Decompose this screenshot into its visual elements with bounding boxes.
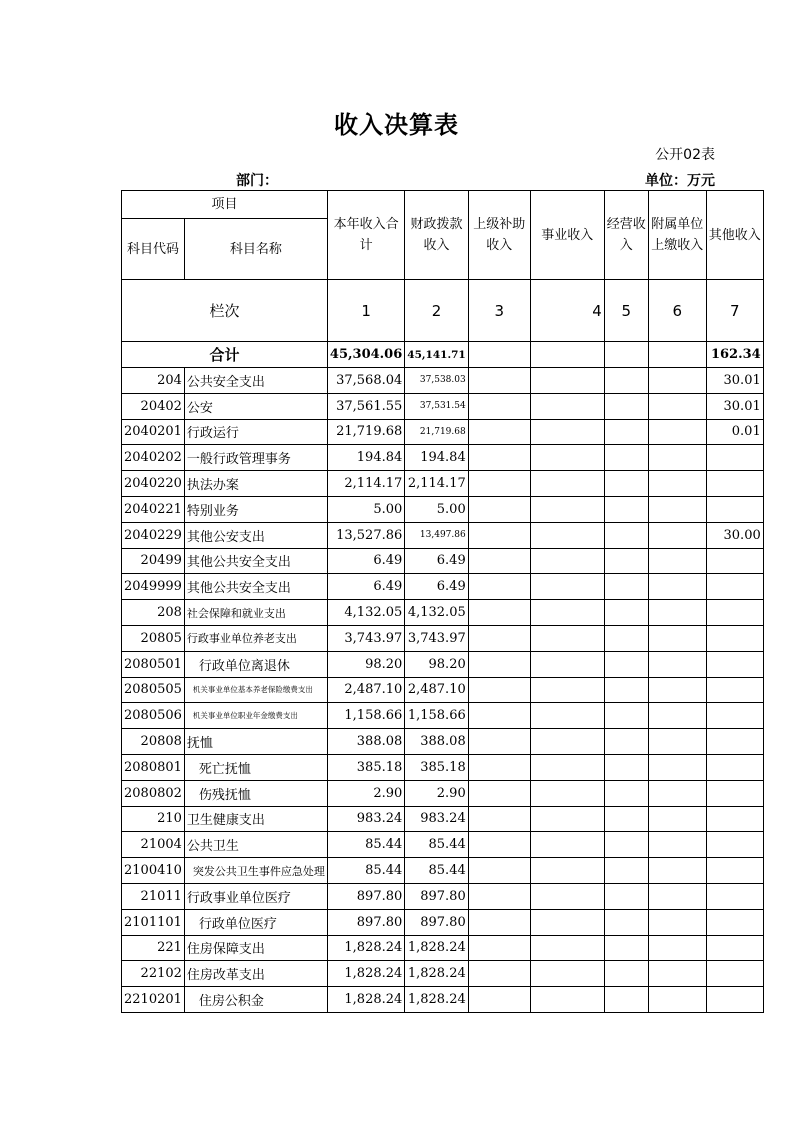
cell-other-income — [706, 806, 763, 832]
table-row — [122, 651, 764, 677]
cell-fiscal-income: 388.08 — [405, 729, 468, 755]
cell-empty — [468, 600, 530, 626]
total-label: 合计 — [122, 342, 328, 368]
cell-other-income: 30.00 — [706, 522, 763, 548]
subject-name: 行政单位医疗 — [184, 909, 327, 935]
subject-code: 210 — [122, 806, 185, 832]
cell-empty — [468, 832, 530, 858]
subject-code: 221 — [122, 935, 185, 961]
cell-empty — [530, 883, 604, 909]
cell-total-income: 1,158.66 — [327, 703, 404, 729]
department-label: 部门： — [236, 173, 278, 189]
cell-total-income: 21,719.68 — [327, 419, 404, 445]
total-c1: 45,304.06 — [327, 342, 404, 368]
cell-total-income: 388.08 — [327, 729, 404, 755]
cell-other-income: 30.01 — [706, 393, 763, 419]
cell-empty — [604, 729, 648, 755]
lanci-num: 4 — [530, 280, 604, 342]
subject-name: 执法办案 — [184, 471, 327, 497]
table-row — [122, 445, 764, 471]
cell-empty — [648, 806, 706, 832]
subject-name: 公共卫生 — [184, 832, 327, 858]
subject-code: 20808 — [122, 729, 185, 755]
header-col7: 其他收入 — [706, 191, 763, 280]
cell-other-income — [706, 832, 763, 858]
cell-empty — [648, 368, 706, 394]
header-col6: 附属单位上缴收入 — [648, 191, 706, 280]
subject-code: 20402 — [122, 393, 185, 419]
cell-fiscal-income: 2,114.17 — [405, 471, 468, 497]
table-row — [122, 987, 764, 1013]
cell-fiscal-income: 1,828.24 — [405, 987, 468, 1013]
cell-empty — [530, 858, 604, 884]
unit-label: 单位：万元 — [645, 173, 715, 189]
cell-empty — [604, 703, 648, 729]
subject-name: 特别业务 — [184, 496, 327, 522]
table-row — [122, 548, 764, 574]
table-row — [122, 780, 764, 806]
subject-name: 突发公共卫生事件应急处理 — [184, 858, 327, 884]
table-row — [122, 600, 764, 626]
table-row — [122, 703, 764, 729]
cell-empty — [604, 574, 648, 600]
subject-code: 2080501 — [122, 651, 185, 677]
cell-fiscal-income: 4,132.05 — [405, 600, 468, 626]
table-row — [122, 961, 764, 987]
subject-name: 机关事业单位基本养老保险缴费支出 — [184, 677, 327, 703]
cell-empty — [648, 625, 706, 651]
cell-empty — [530, 987, 604, 1013]
subject-code: 2040229 — [122, 522, 185, 548]
subject-code: 2100410 — [122, 858, 185, 884]
cell-total-income: 13,527.86 — [327, 522, 404, 548]
cell-empty — [648, 883, 706, 909]
cell-other-income — [706, 754, 763, 780]
cell-empty — [530, 625, 604, 651]
cell-empty — [648, 780, 706, 806]
cell-fiscal-income: 897.80 — [405, 909, 468, 935]
cell-empty — [468, 703, 530, 729]
subject-code: 2210201 — [122, 987, 185, 1013]
cell-empty — [604, 754, 648, 780]
cell-empty — [648, 471, 706, 497]
cell-fiscal-income: 13,497.86 — [405, 522, 468, 548]
cell-empty — [604, 496, 648, 522]
cell-fiscal-income: 385.18 — [405, 754, 468, 780]
cell-total-income: 1,828.24 — [327, 987, 404, 1013]
header-col5: 经营收入 — [604, 191, 648, 280]
cell-other-income — [706, 651, 763, 677]
cell-empty — [530, 909, 604, 935]
cell-empty — [468, 780, 530, 806]
table-row — [122, 677, 764, 703]
cell-empty — [604, 625, 648, 651]
header-code: 科目代码 — [122, 219, 185, 280]
cell-empty — [468, 625, 530, 651]
total-c7: 162.34 — [706, 342, 763, 368]
subject-name: 其他公共安全支出 — [184, 574, 327, 600]
cell-other-income — [706, 574, 763, 600]
cell-empty — [468, 909, 530, 935]
cell-empty — [530, 780, 604, 806]
cell-other-income — [706, 780, 763, 806]
cell-total-income: 2.90 — [327, 780, 404, 806]
cell-total-income: 37,561.55 — [327, 393, 404, 419]
cell-total-income: 2,114.17 — [327, 471, 404, 497]
subject-code: 208 — [122, 600, 185, 626]
form-number: 公开02表 — [655, 147, 715, 163]
cell-fiscal-income: 2.90 — [405, 780, 468, 806]
cell-total-income: 5.00 — [327, 496, 404, 522]
cell-empty — [468, 754, 530, 780]
cell-empty — [468, 677, 530, 703]
income-table — [121, 190, 764, 1013]
subject-code: 204 — [122, 368, 185, 394]
cell-empty — [648, 677, 706, 703]
cell-empty — [604, 522, 648, 548]
cell-total-income: 37,568.04 — [327, 368, 404, 394]
cell-empty — [648, 754, 706, 780]
cell-empty — [604, 780, 648, 806]
cell-total-income: 3,743.97 — [327, 625, 404, 651]
cell-other-income — [706, 703, 763, 729]
table-row — [122, 522, 764, 548]
cell-fiscal-income: 983.24 — [405, 806, 468, 832]
subject-code: 2049999 — [122, 574, 185, 600]
header-col4: 事业收入 — [530, 191, 604, 280]
subject-code: 2040220 — [122, 471, 185, 497]
cell-fiscal-income: 85.44 — [405, 832, 468, 858]
cell-empty — [530, 548, 604, 574]
cell-empty — [648, 548, 706, 574]
cell-empty — [468, 987, 530, 1013]
cell-fiscal-income: 2,487.10 — [405, 677, 468, 703]
cell-empty — [530, 600, 604, 626]
cell-fiscal-income: 98.20 — [405, 651, 468, 677]
subject-name: 死亡抚恤 — [184, 754, 327, 780]
subject-name: 行政单位离退休 — [184, 651, 327, 677]
cell-fiscal-income: 21,719.68 — [405, 419, 468, 445]
header-name: 科目名称 — [184, 219, 327, 280]
cell-empty — [530, 522, 604, 548]
cell-empty — [468, 961, 530, 987]
subject-code: 21004 — [122, 832, 185, 858]
cell-empty — [604, 987, 648, 1013]
subject-name: 伤残抚恤 — [184, 780, 327, 806]
cell-empty — [530, 368, 604, 394]
cell-empty — [468, 419, 530, 445]
cell-fiscal-income: 6.49 — [405, 548, 468, 574]
cell-empty — [468, 935, 530, 961]
cell-other-income — [706, 935, 763, 961]
cell-total-income: 2,487.10 — [327, 677, 404, 703]
cell-other-income — [706, 625, 763, 651]
cell-empty — [648, 600, 706, 626]
cell-empty — [648, 961, 706, 987]
table-row — [122, 496, 764, 522]
table-row — [122, 419, 764, 445]
cell-empty — [604, 445, 648, 471]
cell-empty — [468, 368, 530, 394]
cell-empty — [530, 445, 604, 471]
cell-empty — [604, 368, 648, 394]
cell-total-income: 983.24 — [327, 806, 404, 832]
cell-empty — [530, 393, 604, 419]
lanci-num: 3 — [468, 280, 530, 342]
cell-empty — [604, 858, 648, 884]
table-row — [122, 393, 764, 419]
cell-total-income: 85.44 — [327, 832, 404, 858]
cell-other-income: 0.01 — [706, 419, 763, 445]
cell-empty — [530, 935, 604, 961]
subject-name: 其他公安支出 — [184, 522, 327, 548]
cell-fiscal-income: 85.44 — [405, 858, 468, 884]
cell-empty — [530, 471, 604, 497]
subject-name: 卫生健康支出 — [184, 806, 327, 832]
cell-empty — [530, 651, 604, 677]
cell-empty — [468, 445, 530, 471]
subject-name: 行政运行 — [184, 419, 327, 445]
cell-empty — [468, 651, 530, 677]
cell-empty — [604, 419, 648, 445]
subject-code: 2101101 — [122, 909, 185, 935]
cell-empty — [468, 548, 530, 574]
subject-code: 22102 — [122, 961, 185, 987]
cell-fiscal-income: 1,828.24 — [405, 961, 468, 987]
cell-other-income: 30.01 — [706, 368, 763, 394]
cell-total-income: 98.20 — [327, 651, 404, 677]
subject-code: 20499 — [122, 548, 185, 574]
subject-code: 2080802 — [122, 780, 185, 806]
cell-empty — [530, 496, 604, 522]
cell-empty — [604, 548, 648, 574]
cell-empty — [648, 909, 706, 935]
subject-code: 20805 — [122, 625, 185, 651]
cell-total-income: 1,828.24 — [327, 935, 404, 961]
cell-total-income: 1,828.24 — [327, 961, 404, 987]
table-row — [122, 574, 764, 600]
table-row — [122, 858, 764, 884]
subject-code: 2040201 — [122, 419, 185, 445]
subject-name: 社会保障和就业支出 — [184, 600, 327, 626]
table-row — [122, 368, 764, 394]
cell-total-income: 385.18 — [327, 754, 404, 780]
lanci-num: 2 — [405, 280, 468, 342]
cell-empty — [604, 471, 648, 497]
cell-empty — [530, 703, 604, 729]
cell-fiscal-income: 37,531.54 — [405, 393, 468, 419]
cell-empty — [648, 445, 706, 471]
cell-other-income — [706, 729, 763, 755]
table-row — [122, 832, 764, 858]
cell-empty — [648, 832, 706, 858]
subject-code: 21011 — [122, 883, 185, 909]
cell-total-income: 85.44 — [327, 858, 404, 884]
header-col1: 本年收入合计 — [327, 191, 404, 280]
cell-empty — [648, 393, 706, 419]
cell-other-income — [706, 987, 763, 1013]
cell-empty — [468, 496, 530, 522]
cell-empty — [648, 858, 706, 884]
header-col2: 财政拨款收入 — [405, 191, 468, 280]
cell-empty — [530, 806, 604, 832]
cell-other-income — [706, 471, 763, 497]
cell-other-income — [706, 496, 763, 522]
cell-empty — [530, 419, 604, 445]
subject-code: 2080801 — [122, 754, 185, 780]
cell-empty — [648, 987, 706, 1013]
table-row — [122, 625, 764, 651]
cell-empty — [468, 858, 530, 884]
cell-empty — [468, 471, 530, 497]
cell-empty — [604, 600, 648, 626]
cell-empty — [604, 909, 648, 935]
cell-empty — [530, 832, 604, 858]
subject-code: 2080505 — [122, 677, 185, 703]
cell-other-income — [706, 961, 763, 987]
cell-other-income — [706, 677, 763, 703]
table-row — [122, 883, 764, 909]
subject-name: 公共安全支出 — [184, 368, 327, 394]
header-project: 项目 — [122, 191, 328, 219]
cell-other-income — [706, 600, 763, 626]
subject-name: 行政事业单位医疗 — [184, 883, 327, 909]
cell-fiscal-income: 194.84 — [405, 445, 468, 471]
cell-empty — [604, 677, 648, 703]
cell-empty — [468, 806, 530, 832]
cell-fiscal-income: 37,538.03 — [405, 368, 468, 394]
cell-empty — [648, 574, 706, 600]
lanci-label: 栏次 — [122, 280, 328, 342]
cell-empty — [648, 729, 706, 755]
cell-total-income: 6.49 — [327, 548, 404, 574]
cell-empty — [530, 754, 604, 780]
cell-empty — [604, 806, 648, 832]
lanci-num: 1 — [327, 280, 404, 342]
cell-empty — [468, 393, 530, 419]
cell-empty — [648, 703, 706, 729]
cell-fiscal-income: 6.49 — [405, 574, 468, 600]
subject-name: 其他公共安全支出 — [184, 548, 327, 574]
cell-other-income — [706, 445, 763, 471]
table-row — [122, 729, 764, 755]
subject-name: 一般行政管理事务 — [184, 445, 327, 471]
subject-code: 2080506 — [122, 703, 185, 729]
cell-total-income: 897.80 — [327, 909, 404, 935]
cell-total-income: 194.84 — [327, 445, 404, 471]
lanci-num: 5 — [604, 280, 648, 342]
cell-empty — [648, 496, 706, 522]
cell-empty — [530, 677, 604, 703]
subject-name: 住房保障支出 — [184, 935, 327, 961]
cell-total-income: 6.49 — [327, 574, 404, 600]
cell-other-income — [706, 909, 763, 935]
table-row — [122, 909, 764, 935]
cell-other-income — [706, 858, 763, 884]
cell-empty — [648, 935, 706, 961]
subject-name: 公安 — [184, 393, 327, 419]
subject-name: 机关事业单位职业年金缴费支出 — [184, 703, 327, 729]
subject-name: 行政事业单位养老支出 — [184, 625, 327, 651]
total-c2: 45,141.71 — [405, 342, 468, 368]
cell-other-income — [706, 883, 763, 909]
cell-empty — [604, 651, 648, 677]
cell-total-income: 897.80 — [327, 883, 404, 909]
cell-empty — [604, 883, 648, 909]
table-row — [122, 935, 764, 961]
cell-empty — [648, 522, 706, 548]
cell-empty — [648, 651, 706, 677]
cell-empty — [468, 729, 530, 755]
cell-total-income: 4,132.05 — [327, 600, 404, 626]
subject-code: 2040202 — [122, 445, 185, 471]
header-col3: 上级补助收入 — [468, 191, 530, 280]
cell-fiscal-income: 3,743.97 — [405, 625, 468, 651]
cell-empty — [604, 393, 648, 419]
cell-empty — [530, 729, 604, 755]
cell-fiscal-income: 1,158.66 — [405, 703, 468, 729]
page-title: 收入决算表 — [334, 111, 459, 139]
lanci-num: 7 — [706, 280, 763, 342]
cell-fiscal-income: 897.80 — [405, 883, 468, 909]
cell-other-income — [706, 548, 763, 574]
subject-name: 抚恤 — [184, 729, 327, 755]
cell-empty — [604, 961, 648, 987]
table-row — [122, 806, 764, 832]
cell-empty — [604, 935, 648, 961]
table-row — [122, 471, 764, 497]
cell-fiscal-income: 1,828.24 — [405, 935, 468, 961]
subject-code: 2040221 — [122, 496, 185, 522]
cell-empty — [468, 574, 530, 600]
cell-empty — [468, 883, 530, 909]
cell-fiscal-income: 5.00 — [405, 496, 468, 522]
cell-empty — [530, 961, 604, 987]
subject-name: 住房改革支出 — [184, 961, 327, 987]
lanci-num: 6 — [648, 280, 706, 342]
cell-empty — [604, 832, 648, 858]
table-row — [122, 754, 764, 780]
cell-empty — [648, 419, 706, 445]
cell-empty — [468, 522, 530, 548]
subject-name: 住房公积金 — [184, 987, 327, 1013]
cell-empty — [530, 574, 604, 600]
